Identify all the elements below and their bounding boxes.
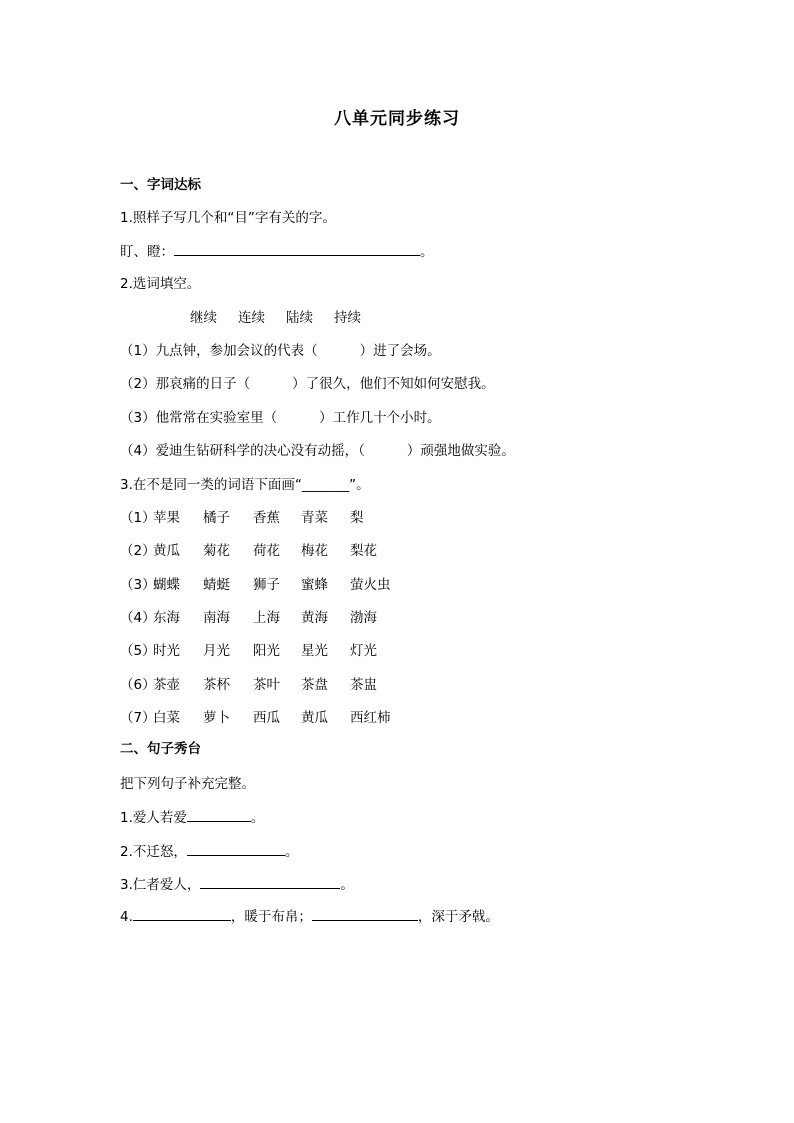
row-number: （2） [120, 543, 156, 559]
word-option[interactable]: 荷花 [253, 543, 280, 559]
item-number: （4） [120, 443, 156, 459]
q3-prompt: 3.在不是同一类的词语下面画“_______”。 [120, 477, 370, 493]
word-option[interactable]: 蜻蜓 [203, 577, 230, 593]
sentence-text: 。 [284, 844, 299, 860]
word-option[interactable]: 梨花 [350, 543, 377, 559]
word-option[interactable]: 渤海 [350, 610, 377, 626]
word-option[interactable]: 茶叶 [253, 677, 280, 693]
row-number: （4） [120, 610, 156, 626]
item-text: ）了很久，他们不知如何安慰我。 [292, 376, 495, 392]
sentence-text: 2.不迁怒， [120, 844, 187, 860]
sentence-1 [120, 808, 264, 827]
word-option[interactable]: 时光 [153, 643, 180, 659]
word-option[interactable]: 月光 [203, 643, 230, 659]
word-option[interactable]: 萝卜 [203, 710, 230, 726]
sentence-text: 3.仁者爱人， [120, 877, 201, 893]
word-option[interactable]: 东海 [153, 610, 180, 626]
sentence-text: 。 [340, 877, 354, 893]
q1-blank[interactable] [174, 242, 420, 256]
sentence-4-blank-a[interactable] [133, 907, 231, 921]
item-text: ）进了会场。 [359, 343, 441, 359]
word-option[interactable]: 青菜 [301, 510, 328, 526]
q2-item [120, 375, 495, 393]
row-number: （6） [120, 677, 156, 693]
word-option[interactable]: 茶盘 [301, 677, 328, 693]
q1-end: 。 [420, 244, 434, 260]
row-number: （5） [120, 643, 156, 659]
item-number: （2） [120, 376, 156, 392]
sentence-2 [120, 842, 298, 861]
q2-option: 持续 [334, 310, 361, 326]
word-option[interactable]: 萤火虫 [350, 577, 391, 593]
word-option[interactable]: 梨 [350, 510, 364, 526]
q2-option: 继续 [190, 310, 217, 326]
q1-prompt: 1.照样子写几个和“目”字有关的字。 [120, 210, 336, 226]
word-option[interactable]: 白菜 [153, 710, 180, 726]
q2-item [120, 409, 441, 427]
sentence-text: ，深于矛戟。 [417, 909, 499, 925]
q1-example: 盯、瞪： [120, 244, 174, 260]
word-option[interactable]: 南海 [203, 610, 230, 626]
sentence-3-blank[interactable] [200, 875, 340, 889]
section2-heading: 二、句子秀台 [120, 741, 201, 757]
q2-option: 连续 [238, 310, 265, 326]
word-option[interactable]: 茶壶 [153, 677, 180, 693]
item-number: （1） [120, 343, 156, 359]
q2-prompt: 2.选词填空。 [120, 276, 201, 292]
word-option[interactable]: 星光 [301, 643, 328, 659]
q2-option: 陆续 [286, 310, 313, 326]
word-option[interactable]: 阳光 [253, 643, 280, 659]
word-option[interactable]: 蜜蜂 [301, 577, 328, 593]
sentence-text: 1.爱人若爱 [120, 810, 187, 826]
word-option[interactable]: 茶盅 [350, 677, 377, 693]
item-text: 那哀痛的日子（ [155, 376, 251, 392]
word-option[interactable]: 上海 [253, 610, 280, 626]
item-number: （3） [120, 410, 156, 426]
word-option[interactable]: 西红柿 [350, 710, 391, 726]
item-text: ）顽强地做实验。 [406, 443, 515, 459]
word-option[interactable]: 苹果 [153, 510, 180, 526]
sentence-text: ，暖于布帛； [230, 909, 312, 925]
word-option[interactable]: 西瓜 [253, 710, 280, 726]
sentence-4 [120, 907, 499, 926]
word-option[interactable]: 梅花 [301, 543, 328, 559]
row-number: （7） [120, 710, 156, 726]
word-option[interactable]: 黄海 [301, 610, 328, 626]
row-number: （1） [120, 510, 156, 526]
word-option[interactable]: 狮子 [253, 577, 280, 593]
sentence-4-blank-b[interactable] [312, 907, 418, 921]
q2-options [190, 309, 361, 327]
q1-answer-line [120, 242, 434, 261]
row-number: （3） [120, 577, 156, 593]
q2-item [120, 342, 441, 360]
item-text: 他常常在实验室里（ [155, 410, 278, 426]
sentence-text: 4. [120, 909, 133, 925]
item-text: ）工作几十个小时。 [319, 410, 441, 426]
word-option[interactable]: 橘子 [203, 510, 230, 526]
item-text: 九点钟，参加会议的代表（ [155, 343, 318, 359]
word-option[interactable]: 黄瓜 [153, 543, 180, 559]
q2-item [120, 442, 515, 460]
word-option[interactable]: 灯光 [350, 643, 377, 659]
word-option[interactable]: 茶杯 [203, 677, 230, 693]
sentence-1-blank[interactable] [187, 808, 251, 822]
sentence-3 [120, 875, 354, 894]
sentence-text: 。 [250, 810, 265, 826]
word-option[interactable]: 菊花 [203, 543, 230, 559]
word-option[interactable]: 蝴蝶 [153, 577, 180, 593]
item-text: 爱迪生钻研科学的决心没有动摇，（ [155, 443, 365, 459]
section2-instruction: 把下列句子补充完整。 [120, 776, 255, 792]
word-option[interactable]: 黄瓜 [301, 710, 328, 726]
word-option[interactable]: 香蕉 [253, 510, 280, 526]
section1-heading: 一、字词达标 [120, 177, 201, 193]
sentence-2-blank[interactable] [187, 842, 285, 856]
page-title: 八单元同步练习 [334, 109, 460, 129]
